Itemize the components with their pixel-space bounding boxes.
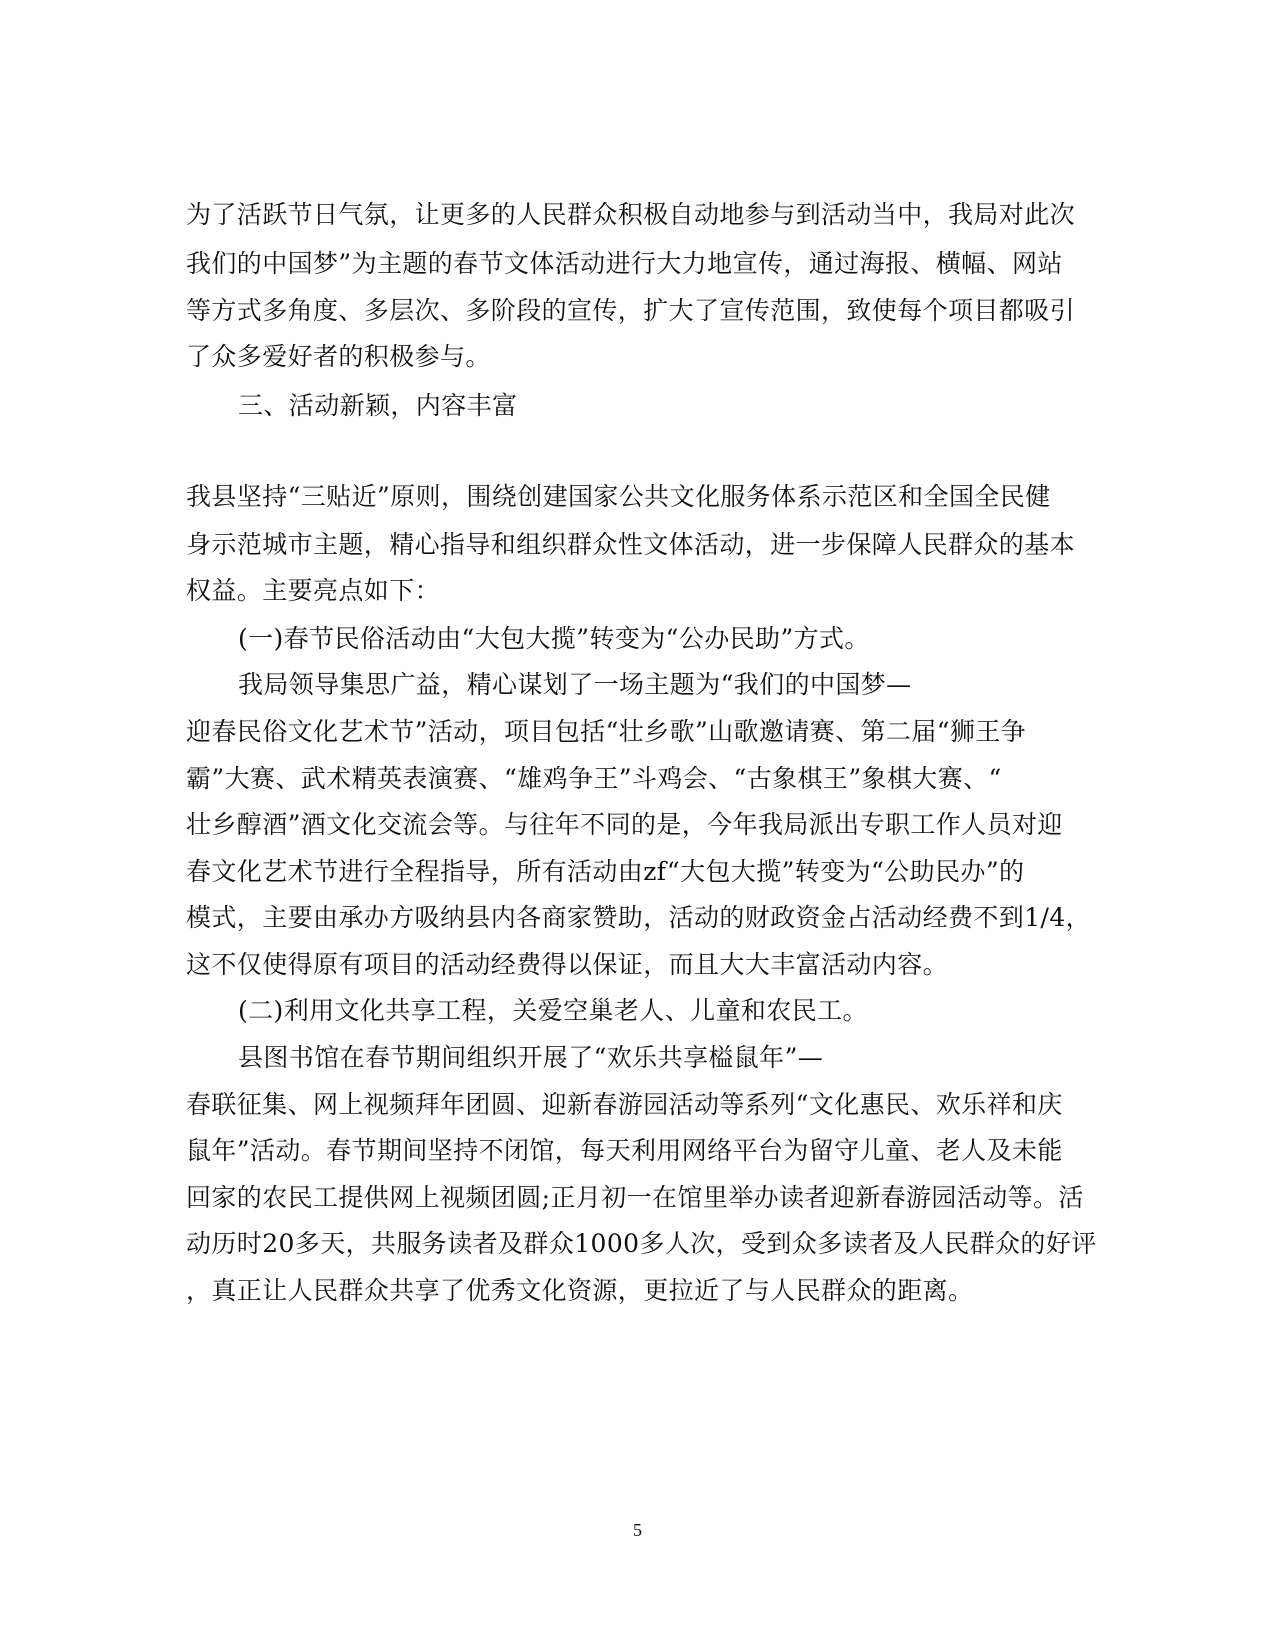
paragraph-line: 为了活跃节日气氛，让更多的人民群众积极自动地参与到活动当中，我局对此次 (186, 200, 1076, 229)
paragraph-line: 我县坚持“三贴近”原则，围绕创建国家公共文化服务体系示范区和全国全民健 (186, 482, 1051, 511)
paragraph-line: 这不仅使得原有项目的活动经费得以保证，而且大大丰富活动内容。 (186, 950, 949, 979)
paragraph-line: 鼠年”活动。春节期间坚持不闭馆，每天利用网络平台为留守儿童、老人及未能 (186, 1136, 1063, 1165)
paragraph-line: ，真正让人民群众共享了优秀文化资源，更拉近了与人民群众的距离。 (186, 1276, 974, 1305)
paragraph-line: 我们的中国梦”为主题的春节文体活动进行大力地宣传，通过海报、横幅、网站 (186, 249, 1063, 278)
paragraph-line: 动历时20多天，共服务读者及群众1000多人次，受到众多读者及人民群众的好评 (186, 1229, 1097, 1258)
subsection-heading: (二)利用文化共享工程，关爱空巢老人、儿童和农民工。 (238, 996, 868, 1025)
paragraph-line: 等方式多角度、多层次、多阶段的宣传，扩大了宣传范围，致使每个项目都吸引 (186, 296, 1076, 325)
paragraph-line: 回家的农民工提供网上视频团圆;正月初一在馆里举办读者迎新春游园活动等。活 (186, 1183, 1084, 1212)
paragraph-line: 霸”大赛、武术精英表演赛、“雄鸡争王”斗鸡会、“古象棋王”象棋大赛、“ (186, 764, 1002, 793)
paragraph-line: 模式，主要由承办方吸纳县内各商家赞助，活动的财政资金占活动经费不到1/4， (186, 903, 1092, 932)
paragraph-line: 我局领导集思广益，精心谋划了一场主题为“我们的中国梦— (238, 670, 912, 699)
section-heading: 三、活动新颖，内容丰富 (238, 391, 518, 420)
paragraph-line: 了众多爱好者的积极参与。 (186, 342, 491, 371)
page-number: 5 (633, 1520, 642, 1540)
subsection-heading: (一)春节民俗活动由“大包大揽”转变为“公办民助”方式。 (238, 624, 870, 653)
paragraph-line: 壮乡醇酒”酒文化交流会等。与往年不同的是，今年我局派出专职工作人员对迎 (186, 810, 1063, 839)
paragraph-line: 迎春民俗文化艺术节”活动，项目包括“壮乡歌”山歌邀请赛、第二届“狮王争 (186, 717, 1027, 746)
paragraph-line: 春文化艺术节进行全程指导，所有活动由zf“大包大揽”转变为“公助民办”的 (186, 857, 1025, 886)
paragraph-line: 身示范城市主题，精心指导和组织群众性文体活动，进一步保障人民群众的基本 (186, 530, 1076, 559)
paragraph-line: 权益。主要亮点如下： (186, 576, 441, 605)
paragraph-line: 春联征集、网上视频拜年团圆、迎新春游园活动等系列“文化惠民、欢乐祥和庆 (186, 1090, 1063, 1119)
paragraph-line: 县图书馆在春节期间组织开展了“欢乐共享榏鼠年”— (238, 1043, 824, 1072)
